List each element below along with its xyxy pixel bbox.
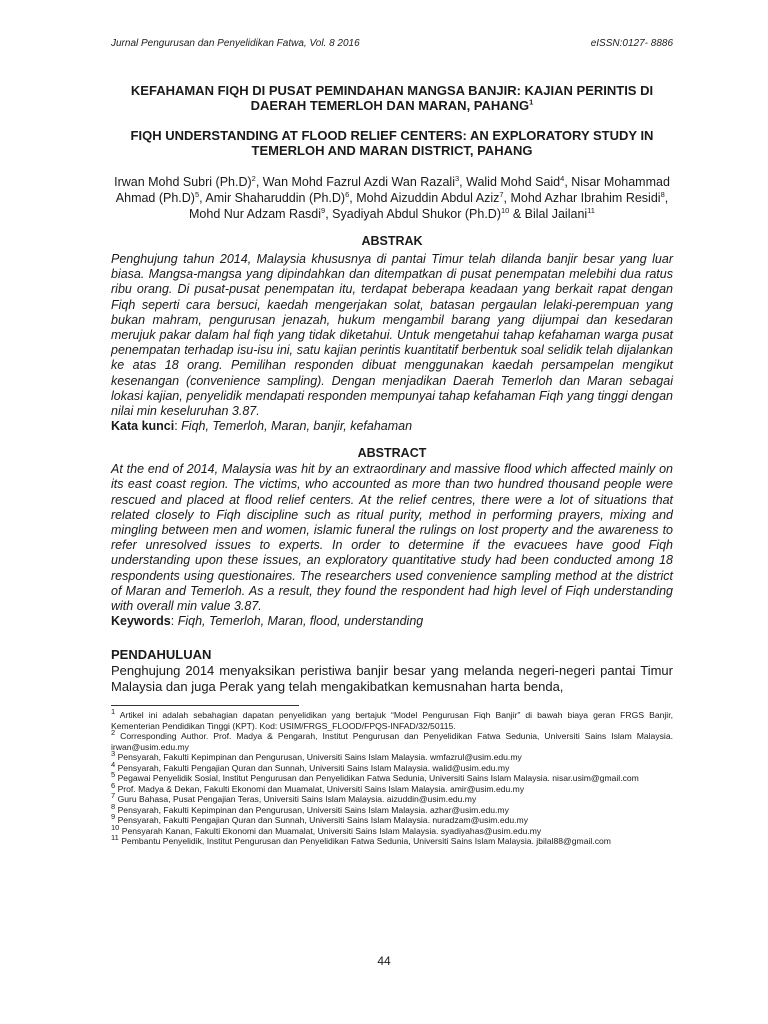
footnote-number: 8 (111, 801, 116, 811)
page-number: 44 (377, 954, 391, 968)
author-separator: , (349, 191, 357, 205)
footnote-text: Prof. Madya & Dekan, Fakulti Ekonomi dan Muamalat, Universiti Sains Islam Malaysia. amir@usim.edu.my (117, 783, 525, 794)
kata-kunci-text: Fiqh, Temerloh, Maran, banjir, kefahaman (181, 419, 413, 434)
abstract-text: At the end of 2014, Malaysia was hit by an extraordinary and massive flood which affected mainly on its east coast region. The victims, who accounted as more than two hundred thousand people were rescued and placed at flood relief centers. At the relief centres, there were a lot of situations that related closely to Fiqh discipline such as ritual purity, method in performing prayers, mixing and mingling between men and women, islamic funeral the rulings on lost property and the awareness to refer unresolved issues to experts. In order to determine if the evacuees have good Fiqh understanding upon these issues, an exploratory quantitative study had been conducted among 18 respondents using questionaires. The researchers used convenience sampling method at the district of Maran and Temerloh. As a result, they found the respondent had high level of Fiqh understanding with overall min value 3.87. (111, 462, 673, 614)
footnote (111, 707, 673, 731)
footnote-number: 10 (111, 822, 120, 832)
title-english: FIQH UNDERSTANDING AT FLOOD RELIEF CENTERS: AN EXPLORATORY STUDY IN TEMERLOH AND MARAN DISTRICT, PAHANG (130, 128, 654, 158)
author-name: Nisar Mohammad Ahmad (Ph.D) (115, 175, 670, 205)
footnote-number: 4 (111, 759, 116, 769)
author-affiliation-ref: 6 (345, 189, 350, 199)
author-separator: , (459, 175, 467, 189)
author-name: Irwan Mohd Subri (Ph.D) (114, 175, 252, 189)
footnote-text: Pensyarah, Fakulti Kepimpinan dan Pengurusan, Universiti Sains Islam Malaysia. azhar@usim.edu.my (117, 804, 509, 815)
footnote (111, 801, 673, 816)
author-name: Amir Shaharuddin (Ph.D) (205, 191, 346, 205)
author-affiliation-ref: 3 (454, 173, 460, 183)
author-affiliation-ref: 2 (251, 173, 256, 183)
footnote-text: Guru Bahasa, Pusat Pengajian Teras, Universiti Sains Islam Malaysia. aizuddin@usim.edu.my (117, 794, 477, 805)
footnote-text: Pensyarah Kanan, Fakulti Ekonomi dan Muamalat, Universiti Sains Islam Malaysia. syadiyahas@usim.edu.my (121, 825, 542, 836)
footnote-number: 6 (111, 780, 116, 790)
title-footnote-ref: 1 (529, 97, 534, 107)
author-separator: , (255, 175, 263, 189)
footnote-text: Pensyarah, Fakulti Pengajian Quran dan Sunnah, Universiti Sains Islam Malaysia. walid@usim.edu.my (117, 762, 510, 773)
author-affiliation-ref: 8 (660, 189, 665, 199)
footnote-text: Artikel ini adalah sebahagian dapatan penyelidikan yang bertajuk “Model Pengurusan Fiqh Banjir” di bawah biaya geran FRGS Banjir, Kementerian Pendidikan Tinggi (KPT). Kod: USIM/FRGS_FLOOD/FPQS-INFAD/32/50115. (111, 710, 673, 731)
author-affiliation-ref: 4 (560, 173, 565, 183)
author-separator: , (564, 175, 572, 189)
author-list (111, 174, 673, 222)
footnote (111, 833, 673, 847)
footnote (111, 770, 673, 784)
abstract-heading: ABSTRACT (357, 446, 427, 461)
footnote-number: 2 (111, 728, 116, 738)
author-name: Mohd Azhar Ibrahim Residi (510, 191, 661, 205)
footnote-number: 9 (111, 812, 116, 822)
footnote-text: Corresponding Author. Prof. Madya & Pengarah, Institut Pengurusan dan Penyelidikan Fatwa Sedunia, Universiti Sains Islam Malaysia. irwan@usim.edu.my (111, 731, 674, 752)
abstrak-heading: ABSTRAK (361, 234, 423, 248)
author-separator: , (503, 191, 511, 205)
abstrak-text: Penghujung tahun 2014, Malaysia khususnya di pantai Timur telah dilanda banjir besar yang luar biasa. Mangsa-mangsa yang dipindahkan dan ditempatkan di pusat penempatan melebihi dua ratus ribu orang. Di pusat-pusat penempatan itu, terdapat beberapa keadaan yang berkait rapat dengan Fiqh seperti cara bersuci, kaedah mengerjakan solat, batasan pergaulan lelaki-perempuan yang bukan mahram, pengurusan jenazah, hukum mengambil barang yang dijumpai dan kesedaran merujuk pakar dalam hal fiqh yang tidak diketahui. Untuk mengetahui tahap kefahaman warga pusat penempatan terhadap isu-isu ini, satu kajian perintis kuantitatif berbentuk soal selidik telah dijalankan ke atas 18 orang. Pemilihan responden dibuat menggunakan kaedah persampelan mengikut kesenangan (convenience sampling). Dengan menjadikan Daerah Temerloh dan Maran sebagai lokasi kajian, penyelidik mendapati responden mempunyai tahap kefahaman Fiqh yang tinggi dengan nilai min keseluruhan 3.87. (111, 252, 673, 419)
footnote-divider (111, 705, 299, 706)
kata-kunci-label: Kata kunci (111, 419, 175, 434)
author-affiliation-ref: 7 (499, 189, 504, 199)
title-malay: KEFAHAMAN FIQH DI PUSAT PEMINDAHAN MANGSA BANJIR: KAJIAN PERINTIS DI DAERAH TEMERLOH DAN MARAN, PAHANG$^1$ (130, 83, 654, 113)
footnote-text: Pegawai Penyelidik Sosial, Institut Pengurusan dan Penyelidikan Fatwa Sedunia, Universiti Sains Islam Malaysia. nisar.usim@gmail.com (117, 773, 639, 784)
author-name: Bilal Jailani (524, 207, 588, 221)
pendahuluan-heading: PENDAHULUAN (111, 647, 212, 663)
author-name: Wan Mohd Fazrul Azdi Wan Razali (262, 175, 455, 189)
author-name: Mohd Nur Adzam Rasdi (189, 207, 322, 221)
title-block (111, 83, 673, 158)
keywords-text: Fiqh, Temerloh, Maran, flood, understanding (177, 614, 424, 629)
author-affiliation-ref: 11 (587, 205, 595, 215)
author-separator: , (199, 191, 206, 205)
journal-name: Jurnal Pengurusan dan Penyelidikan Fatwa, Vol. 8 2016 (111, 38, 360, 49)
footnote-number: 5 (111, 770, 116, 780)
footnote (111, 780, 673, 795)
footnote-number: 7 (111, 791, 116, 801)
footnote (111, 822, 673, 837)
footnote-number: 1 (111, 707, 116, 717)
journal-page (111, 38, 673, 847)
issn: eISSN:0127- 8886 (590, 38, 673, 49)
footnote-text: Pensyarah, Fakulti Kepimpinan dan Pengurusan, Universiti Sains Islam Malaysia. wmfazrul@usim.edu.my (117, 752, 522, 763)
keywords: Keywords: Fiqh, Temerloh, Maran, flood, understanding (111, 614, 424, 629)
footnote-number: 11 (111, 833, 119, 843)
author-affiliation-ref: 10 (501, 205, 510, 215)
author-name: Mohd Aizuddin Abdul Aziz (356, 191, 500, 205)
author-separator: , (664, 191, 669, 205)
author-name: Walid Mohd Said (466, 175, 561, 189)
author-affiliation-ref: 5 (194, 189, 200, 199)
footnote (111, 759, 673, 774)
author-separator: , (325, 207, 333, 221)
footnote (111, 812, 673, 826)
footnote (111, 791, 673, 805)
kata-kunci: Kata kunci: Fiqh, Temerloh, Maran, banjir, kefahaman (111, 419, 413, 434)
running-header (111, 38, 673, 49)
footnote (111, 728, 674, 752)
footnote-number: 3 (111, 749, 116, 759)
pendahuluan-text: Penghujung 2014 menyaksikan peristiwa banjir besar yang melanda negeri-negeri pantai Timur Malaysia dan juga Perak yang telah mengakibatkan kemusnahan harta benda, (111, 663, 673, 695)
keywords-label: Keywords (111, 614, 171, 629)
footnote-text: Pembantu Penyelidik, Institut Pengurusan dan Penyelidikan Fatwa Sedunia, Universiti Sains Islam Malaysia. jbilal88@gmail.com (121, 836, 611, 847)
footnote (111, 749, 673, 763)
author-name: Syadiyah Abdul Shukor (Ph.D) (332, 207, 501, 221)
footnotes (111, 707, 674, 847)
footnote-text: Pensyarah, Fakulti Pengajian Quran dan Sunnah, Universiti Sains Islam Malaysia. nuradzam@usim.edu.my (117, 815, 529, 826)
author-separator: & (509, 207, 525, 221)
author-affiliation-ref: 9 (321, 205, 326, 215)
